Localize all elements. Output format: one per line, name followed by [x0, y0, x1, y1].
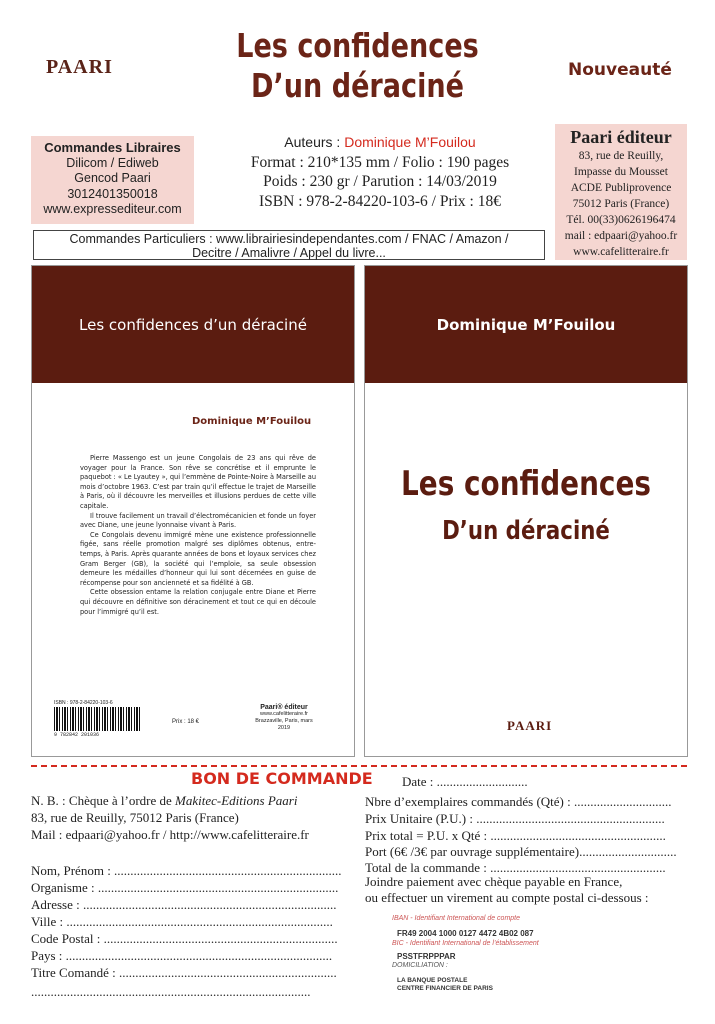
ville-field[interactable]: Ville : .................................................................................. — [31, 914, 333, 929]
domiciliation-label: DOMICILIATION : — [392, 962, 448, 969]
authors-value: Dominique M’Fouilou — [344, 134, 476, 150]
particuliers-line1[interactable]: Commandes Particuliers : www.librairiesindependantes.com / FNAC / Amazon / — [69, 232, 509, 246]
front-cover-title-line1: Les confidences — [401, 464, 651, 504]
order-mail: Mail : edpaari@yahoo.fr / http://www.cafelitteraire.fr — [31, 827, 309, 842]
quantite-field[interactable]: Nbre d’exemplaires commandés (Qté) : .............................. — [365, 794, 672, 809]
book-info — [214, 133, 546, 211]
editeur-mail[interactable]: mail : edpaari@yahoo.fr — [564, 230, 678, 242]
cut-line — [31, 765, 687, 767]
format-line: Format : 210*135 mm / Folio : 190 pages — [250, 153, 510, 171]
port-field[interactable]: Port (6€ /3€ par ouvrage supplémentaire).............................. — [365, 844, 677, 859]
nb-prefix: N. B. : Chèque à l’ordre de — [31, 793, 176, 808]
publisher-name: Paari® éditeur — [260, 704, 308, 711]
order-form-heading: BON DE COMMANDE — [187, 769, 377, 788]
commandes-libraires-box — [31, 136, 194, 224]
paari-logo: PAARI — [46, 56, 113, 78]
nb-company: Makitec-Editions Paari — [175, 793, 298, 808]
extra-line-field[interactable]: ...................................................................................... — [31, 984, 311, 999]
iban-value: FR49 2004 1000 0127 4472 4B02 087 — [397, 929, 534, 938]
summary-paragraph: Pierre Massengo est un jeune Congolais de 23 ans qui rêve de voyager pour la France. Son rêve se concrétise et il emprunte le paquebot : « Le Lyautey », qui l’emmène de Pointe-Noire à Marseille au mois d’octobre 1963. C’est par train qu’il effectue le trajet de Marseille à Paris, où il découvre les merveilles et illusions perdues de cette ville capitale. — [80, 454, 316, 510]
editeur-heading: Paari éditeur — [570, 127, 672, 147]
barcode-number: 9 782842 201036 — [54, 732, 100, 738]
barcode-icon — [54, 707, 140, 731]
editeur-address-line: 83, rue de Reuilly, — [578, 150, 664, 162]
adresse-field[interactable]: Adresse : .............................................................................. — [31, 897, 337, 912]
bic-value: PSSTFRPPPAR — [397, 952, 456, 961]
pays-field[interactable]: Pays : .................................................................................. — [31, 948, 333, 963]
date-field[interactable]: Date : ............................ — [402, 774, 528, 789]
publisher-web: www.cafelitteraire.fr — [260, 711, 308, 717]
code-postal-field[interactable]: Code Postal : ........................................................................ — [31, 931, 338, 946]
particuliers-line2[interactable]: Decitre / Amalivre / Appel du livre... — [192, 246, 386, 260]
authors-line — [214, 133, 546, 153]
nouveaute-badge: Nouveauté — [568, 60, 672, 80]
libraires-line: Gencod Paari — [74, 171, 151, 185]
front-cover-band — [365, 266, 687, 383]
bank-name: LA BANQUE POSTALE — [397, 977, 468, 984]
back-cover-price: Prix : 18 € — [172, 719, 200, 725]
front-cover-logo: PAARI — [507, 718, 553, 733]
libraires-line: 3012401350018 — [67, 186, 158, 201]
front-cover-title-line2: D’un déraciné — [442, 516, 610, 546]
authors-label: Auteurs : — [284, 134, 345, 150]
editeur-address-line: Impasse du Mousset — [574, 166, 668, 178]
editeur-box — [555, 124, 687, 260]
bank-details — [392, 915, 562, 995]
commandes-particuliers-box — [33, 230, 545, 260]
isbn-line: ISBN : 978-2-84220-103-6 / Prix : 18€ — [259, 192, 501, 210]
summary-paragraph: Cette obsession entame la relation conjugale entre Diane et Pierre qui découvre en définitive son déracinement et tout ce qui en découle pour l’immigré qu’il est. — [80, 588, 316, 616]
organisme-field[interactable]: Organisme : .......................................................................... — [31, 880, 339, 895]
front-cover-author: Dominique M’Fouilou — [436, 316, 616, 334]
book-title-line1: Les confidences — [236, 26, 479, 65]
libraires-heading: Commandes Libraires — [44, 140, 181, 155]
back-cover-isbn: ISBN : 978-2-84220-103-6 — [54, 700, 113, 706]
virement-note: ou effectuer un virement au compte postal ci-dessous : — [365, 890, 649, 905]
poids-line: Poids : 230 gr / Parution : 14/03/2019 — [263, 173, 497, 190]
back-cover-band — [32, 266, 354, 383]
titre-field[interactable]: Titre Comandé : ................................................................... — [31, 965, 337, 980]
back-cover-author: Dominique M’Fouilou — [192, 416, 312, 427]
libraires-link[interactable]: www.expressediteur.com — [43, 202, 182, 216]
libraires-line: Dilicom / Ediweb — [66, 155, 159, 170]
editeur-web[interactable]: www.cafelitteraire.fr — [573, 246, 669, 258]
publisher-place: Brazzaville, Paris, mars 2019 — [255, 718, 313, 731]
back-cover-publisher — [254, 704, 314, 732]
summary-paragraph: Il trouve facilement un travail d’électromécanicien et fonde un foyer avec Diane, une jeune lyonnaise vivant à Paris. — [80, 511, 316, 530]
nom-field[interactable]: Nom, Prénom : ...................................................................... — [31, 863, 342, 878]
editeur-address-line: 75012 Paris (France) — [572, 198, 670, 210]
prix-unitaire-field[interactable]: Prix Unitaire (P.U.) : .......................................................... — [365, 811, 665, 826]
back-cover-title: Les confidences d’un déraciné — [79, 316, 307, 334]
editeur-tel: Tél. 00(33)0626196474 — [566, 214, 676, 226]
bic-label: BIC - Identifiant International de l’établissement — [392, 940, 539, 947]
payment-note: Joindre paiement avec chèque payable en France, — [365, 874, 623, 889]
prix-total-field[interactable]: Prix total = P.U. x Qté : ...................................................... — [365, 828, 666, 843]
back-cover-summary — [80, 454, 316, 617]
total-field[interactable]: Total de la commande : ...................................................... — [365, 860, 666, 875]
bank-center: CENTRE FINANCIER DE PARIS — [397, 985, 493, 992]
order-address: 83, rue de Reuilly, 75012 Paris (France) — [31, 810, 239, 825]
book-title-line2: D’un déraciné — [251, 66, 464, 105]
iban-label: IBAN - Identifiant International de compte — [392, 915, 521, 922]
back-cover — [31, 265, 355, 757]
front-cover — [364, 265, 688, 757]
editeur-address-line: ACDE Publiprovence — [570, 182, 672, 194]
nb-line — [31, 792, 297, 809]
summary-paragraph: Ce Congolais devenu immigré mène une existence professionnelle figée, sans réelle promotion malgré ses diplômes obtenus, entre-temps, à Paris. Après quarante années de bons et loyaux services chez Gram Berger (GB), la société qui l’emploie, sa seule obsession demeure les médailles d’honneur qui lui sont décernées en guise de récompense pour son ancienneté et sa fidélité à GB. — [80, 530, 316, 587]
